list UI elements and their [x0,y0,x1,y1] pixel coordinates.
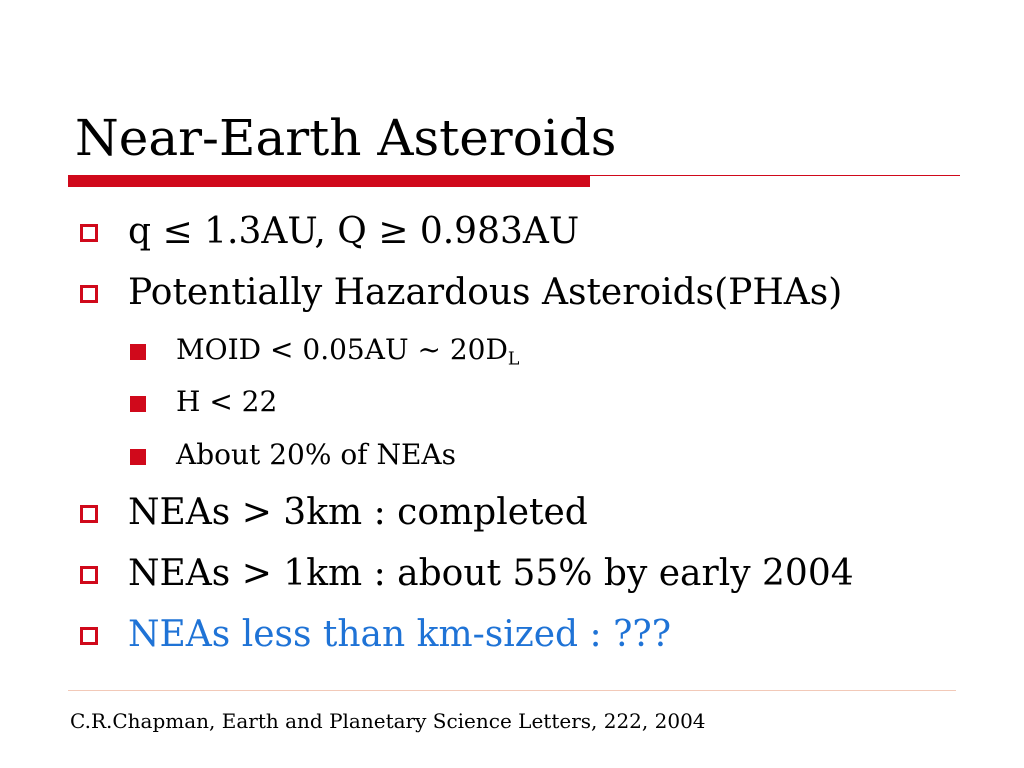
subscript-text: L [507,349,520,370]
footer-citation: C.R.Chapman, Earth and Planetary Science Letters, 222, 2004 [70,709,706,733]
filled-square-bullet-icon [130,344,146,360]
sub-bullet-text [176,332,519,378]
hollow-square-bullet-icon [80,627,98,645]
title-underline-thick [68,175,590,187]
bullet-text: NEAs > 3km : completed [128,492,588,533]
sub-bullet-text: About 20% of NEAs [176,438,456,471]
filled-square-bullet-icon [130,449,146,465]
filled-square-bullet-icon [130,396,146,412]
title-underline-thin [590,175,960,176]
footer-divider [68,690,956,691]
hollow-square-bullet-icon [80,505,98,523]
slide-title: Near-Earth Asteroids [75,109,617,167]
sub-bullet-text-main: MOID < 0.05AU ~ 20D [176,333,508,366]
hollow-square-bullet-icon [80,285,98,303]
sub-bullet-text: H < 22 [176,385,278,418]
hollow-square-bullet-icon [80,224,98,242]
bullet-text: q ≤ 1.3AU, Q ≥ 0.983AU [128,211,580,252]
bullet-text: NEAs > 1km : about 55% by early 2004 [128,553,854,594]
hollow-square-bullet-icon [80,566,98,584]
bullet-text-highlight: NEAs less than km-sized : ??? [128,614,671,655]
bullet-text: Potentially Hazardous Asteroids(PHAs) [128,272,843,313]
